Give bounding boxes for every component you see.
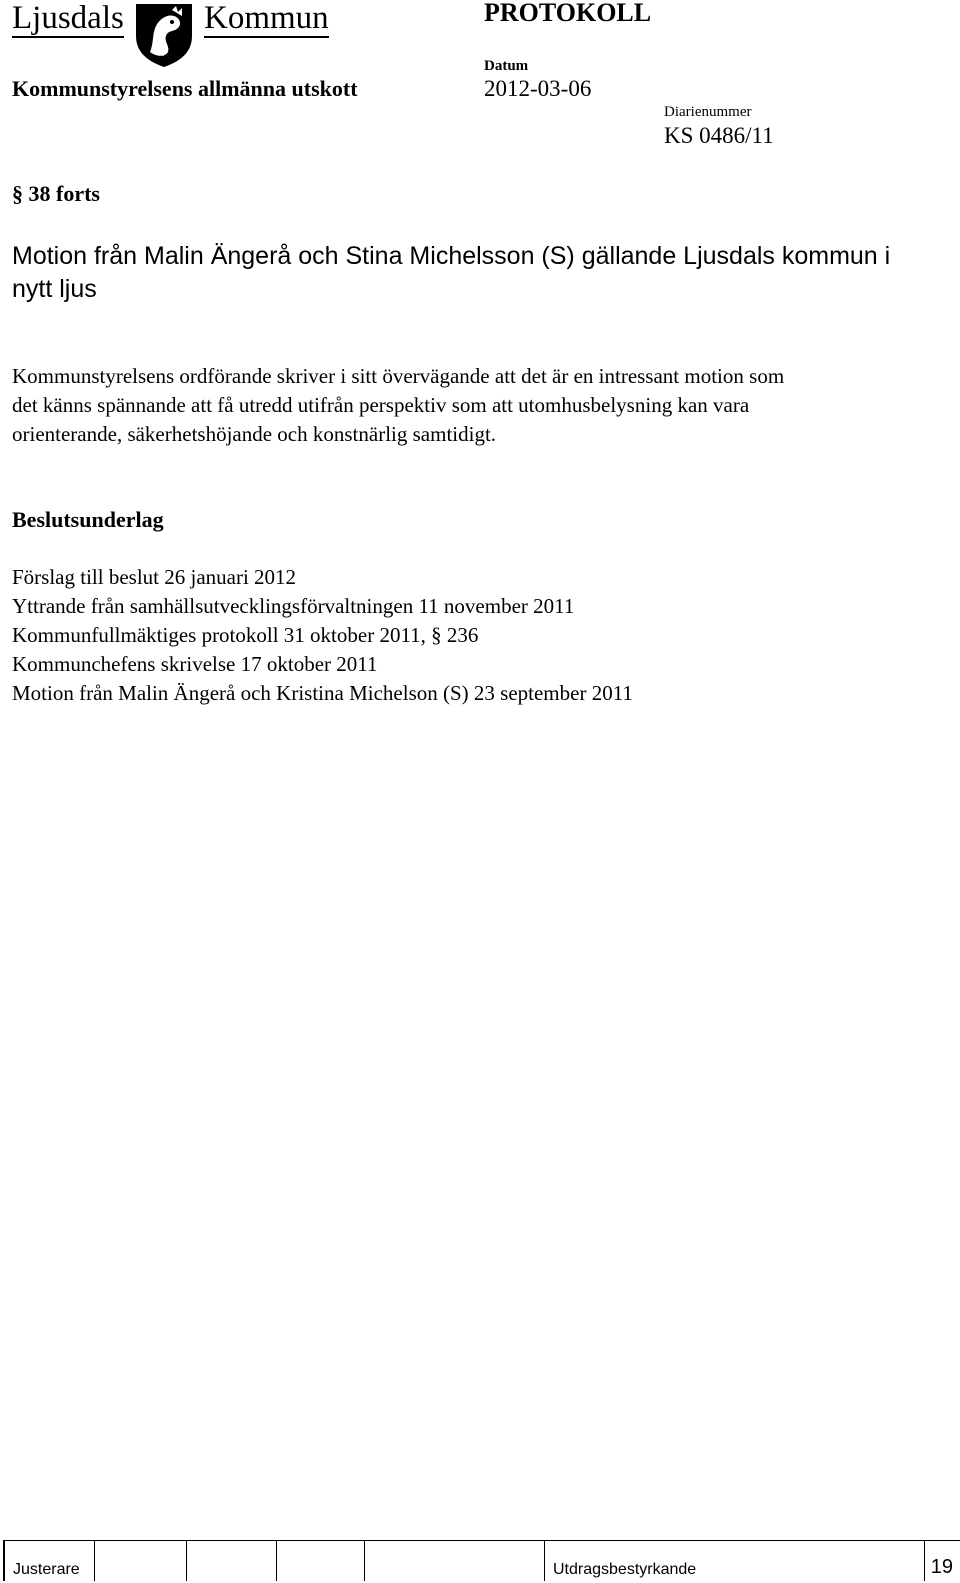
page-number: 19 [930,1556,953,1578]
list-item: Förslag till beslut 26 januari 2012 [12,565,297,589]
committee-name: Kommunstyrelsens allmänna utskott [12,76,358,101]
signature-cell [277,1541,365,1581]
utdragsbestyrkande-cell [545,1541,925,1581]
signature-footer [3,1540,960,1581]
signature-cell [365,1541,545,1581]
logo-text-ljusdals [12,0,124,37]
registration-number-value: KS 0486/11 [664,123,774,148]
signature-cell [187,1541,277,1581]
list-item: Kommunfullmäktiges protokoll 31 oktober 2011, § 236 [12,623,479,647]
coat-of-arms-icon [134,2,194,68]
paragraph-number: § 38 forts [12,181,100,206]
body-paragraph: Kommunstyrelsens ordförande skriver i sitt övervägande att det är en intressant motion som det känns spännande att få utredd utifrån perspektiv som att utomhusbelysning kan vara orienterande, säkerhetshöjande och konstnärlig samtidigt. [12,364,785,446]
motion-title: Motion från Malin Ängerå och Stina Michelsson (S) gällande Ljusdals kommun i nytt ljus [12,242,891,303]
utdragsbestyrkande-label: Utdragsbestyrkande [553,1561,697,1578]
list-item: Kommunchefens skrivelse 17 oktober 2011 [12,652,378,676]
decision-basis-list [12,563,633,708]
logo-text-kommun [204,0,329,37]
justerare-cell [5,1541,95,1581]
logo-word-left: Ljusdals [12,0,124,36]
date-label: Datum [484,58,529,74]
justerare-label: Justerare [13,1561,80,1578]
list-item: Yttrande från samhällsutvecklingsförvaltningen 11 november 2011 [12,594,575,618]
list-item: Motion från Malin Ängerå och Kristina Michelson (S) 23 september 2011 [12,681,633,705]
document-type: PROTOKOLL [484,0,652,27]
date-value: 2012-03-06 [484,76,592,101]
decision-basis-heading: Beslutsunderlag [12,507,164,532]
logo-word-right: Kommun [204,0,329,36]
registration-number-label: Diarienummer [664,104,752,120]
signature-cell [95,1541,187,1581]
